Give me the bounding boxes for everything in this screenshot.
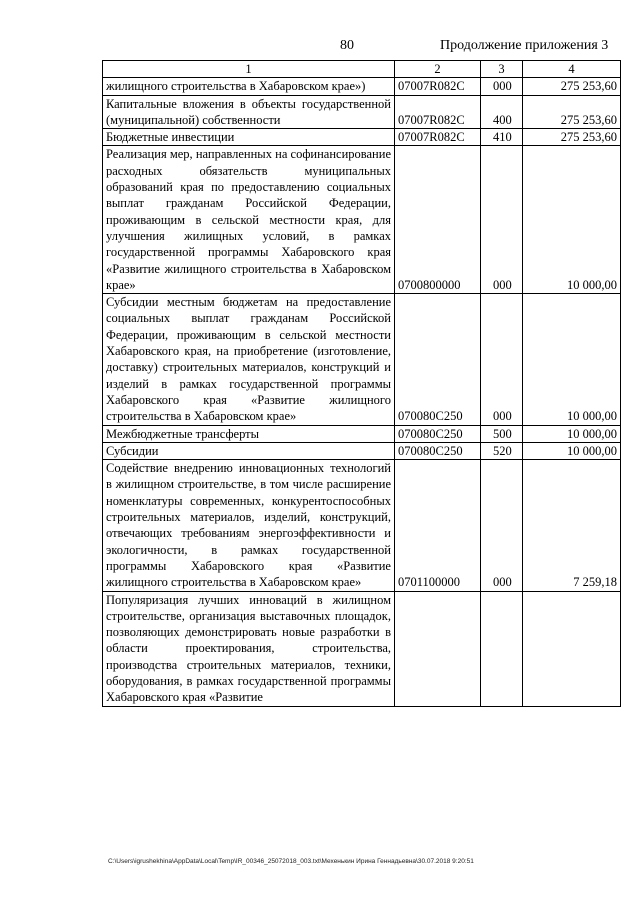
row-amount: 10 000,00	[523, 425, 621, 442]
row-expense-type: 400	[481, 95, 523, 129]
column-header-4: 4	[523, 61, 621, 78]
row-description: Реализация мер, направленных на софинансирование расходных обязательств муниципальных образований края по предоставлению социальных выплат гражданам Российской Федерации, проживающим в сельской местности края, для улучшения жилищных условий, в рамках государственной программы Хабаровского края «Развитие жилищного строительства в Хабаровском крае»	[103, 146, 395, 294]
row-target-code: 07007R082C	[395, 78, 481, 95]
table-row	[103, 425, 621, 442]
file-path-footer: C:\Users\igrushekhina\AppData\Local\Temp\IR_00346_25072018_003.txt\Мехенькин Ирина Геннадьевна\30.07.2018 9:20:51	[108, 858, 474, 865]
row-target-code	[395, 591, 481, 706]
row-target-code: 070080C250	[395, 425, 481, 442]
column-header-1: 1	[103, 61, 395, 78]
row-amount: 7 259,18	[523, 460, 621, 591]
row-target-code: 070080C250	[395, 442, 481, 459]
column-header-2: 2	[395, 61, 481, 78]
row-expense-type: 000	[481, 460, 523, 591]
table-row	[103, 294, 621, 425]
row-amount: 10 000,00	[523, 442, 621, 459]
row-expense-type: 520	[481, 442, 523, 459]
row-description: Межбюджетные трансферты	[103, 425, 395, 442]
row-amount: 275 253,60	[523, 129, 621, 146]
row-description: Субсидии местным бюджетам на предоставление социальных выплат гражданам Российской Федерации, проживающим в сельской местности Хабаровского края, на приобретение (изготовление, доставку) строительных материалов, конструкций и изделий в рамках государственной программы Хабаровского края «Развитие жилищного строительства в Хабаровском крае»	[103, 294, 395, 425]
row-description: Субсидии	[103, 442, 395, 459]
row-expense-type: 000	[481, 294, 523, 425]
row-description: жилищного строительства в Хабаровском крае»)	[103, 78, 395, 95]
table-row	[103, 146, 621, 294]
row-expense-type: 410	[481, 129, 523, 146]
row-expense-type: 000	[481, 146, 523, 294]
table-row	[103, 591, 621, 706]
appendix-continuation-label: Продолжение приложения 3	[440, 38, 609, 53]
row-target-code: 070080C250	[395, 294, 481, 425]
table-row	[103, 129, 621, 146]
row-amount: 275 253,60	[523, 78, 621, 95]
row-description: Популяризация лучших инноваций в жилищном строительстве, организация выставочных площадок, позволяющих демонстрировать новые разработки в области проектирования, строительства, производства строительных материалов, техники, оборудования, в рамках государственной программы Хабаровского края «Развитие	[103, 591, 395, 706]
row-amount: 10 000,00	[523, 146, 621, 294]
column-header-3: 3	[481, 61, 523, 78]
row-target-code: 0700800000	[395, 146, 481, 294]
row-amount: 275 253,60	[523, 95, 621, 129]
budget-table	[102, 60, 621, 707]
table-row	[103, 78, 621, 95]
row-target-code: 0701100000	[395, 460, 481, 591]
row-expense-type: 500	[481, 425, 523, 442]
row-expense-type	[481, 591, 523, 706]
table-header-row	[103, 61, 621, 78]
row-description: Содействие внедрению инновационных технологий в жилищном строительстве, в том числе расширение номенклатуры современных, конкурентоспособных строительных материалов, изделий, конструкций, отвечающих требованиям энергоэффективности и экологичности, в рамках государственной программы Хабаровского края «Развитие жилищного строительства в Хабаровском крае»	[103, 460, 395, 591]
table-row	[103, 460, 621, 591]
row-description: Капитальные вложения в объекты государственной (муниципальной) собственности	[103, 95, 395, 129]
row-amount	[523, 591, 621, 706]
row-expense-type: 000	[481, 78, 523, 95]
row-description: Бюджетные инвестиции	[103, 129, 395, 146]
table-row	[103, 95, 621, 129]
row-target-code: 07007R082C	[395, 95, 481, 129]
row-amount: 10 000,00	[523, 294, 621, 425]
row-target-code: 07007R082C	[395, 129, 481, 146]
page-number: 80	[340, 38, 354, 53]
table-row	[103, 442, 621, 459]
